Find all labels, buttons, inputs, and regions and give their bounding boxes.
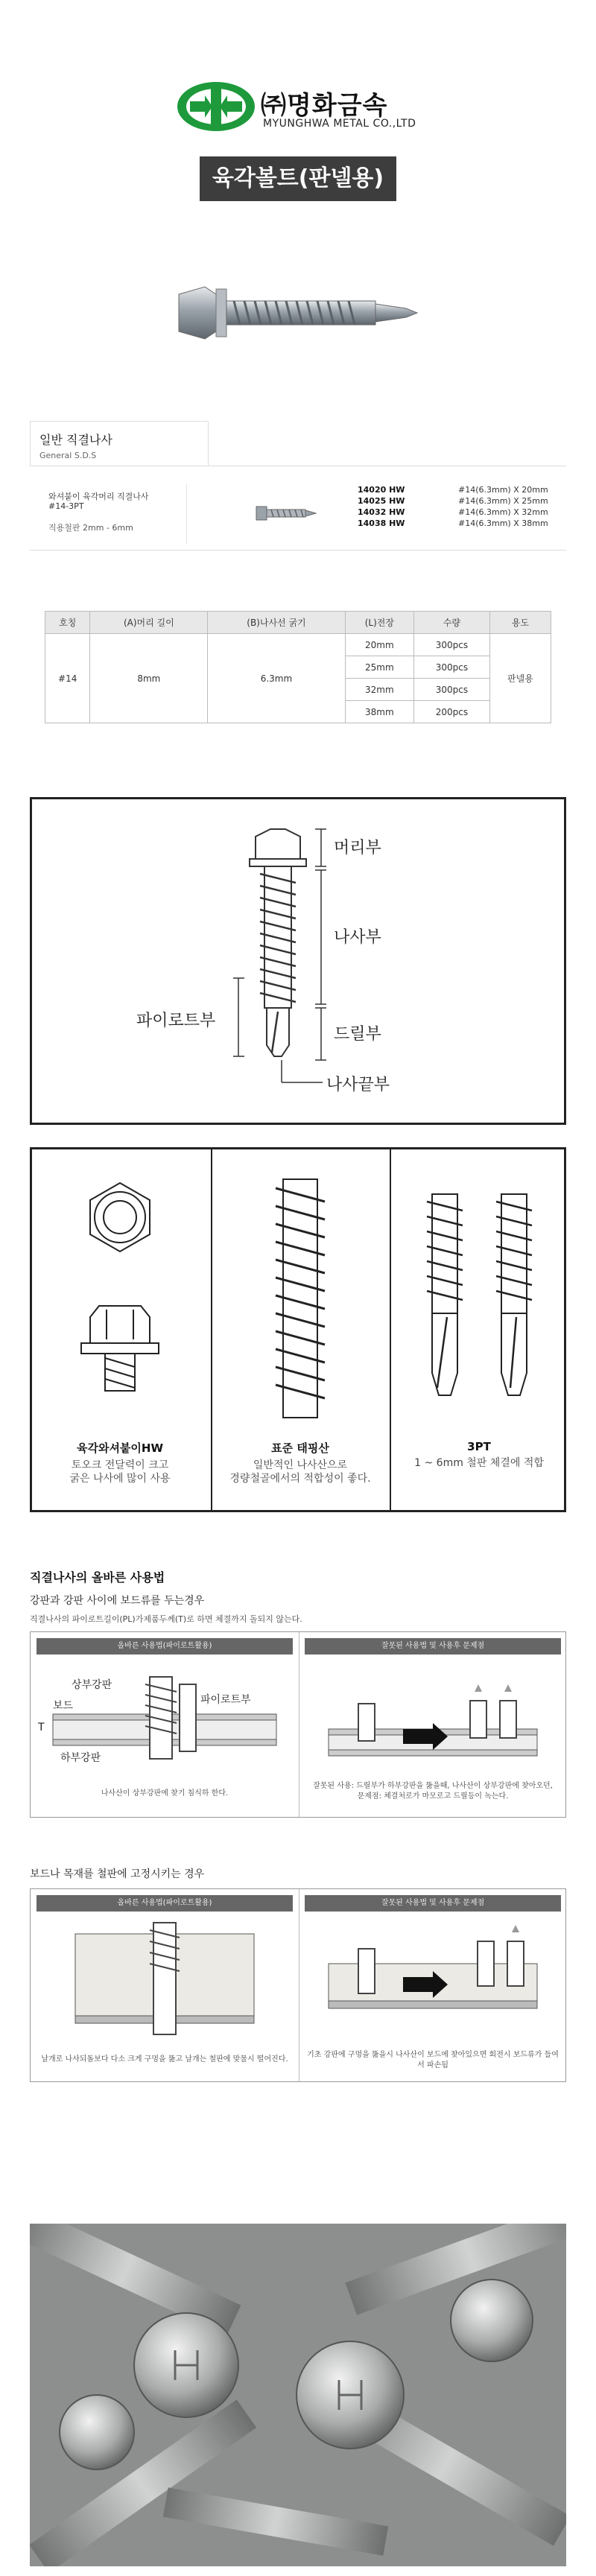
usage-note: 직결나사의 파이로트길이(PL)가제품두께(T)로 하면 체결까지 돌되지 않는다. [30, 1614, 302, 1624]
bolt-parts-diagram [30, 797, 566, 1125]
logo-mark-icon [175, 80, 257, 133]
thread-icon [212, 1149, 388, 1433]
feature-desc: 굵은 나사에 많이 사용 [69, 1473, 171, 1485]
company-name-kr: ㈜명화금속 [261, 91, 388, 121]
spec-table [45, 611, 551, 723]
feature-title: 표준 태핑산 [271, 1441, 329, 1455]
feature-desc: 일반적인 나사산으로 [253, 1459, 348, 1471]
table-cell-nominal: #14 [45, 634, 90, 723]
table-cell-length: 38mm [345, 701, 413, 723]
wrong-usage-caption: 서 파손됨 [417, 2061, 448, 2069]
product-code: 14020 HW [358, 485, 405, 495]
table-cell-length: 20mm [345, 634, 413, 656]
table-cell-length: 32mm [345, 679, 413, 701]
table-header: (L)전장 [345, 612, 413, 634]
product-codes [358, 484, 405, 529]
company-logo [175, 80, 421, 140]
label-thread: 나사부 [334, 928, 381, 947]
label-thickness: T [38, 1722, 45, 1733]
wrong-usage-caption: 잘못된 사용: 드릴부가 하부강판을 뚫을때, 나사산이 상부강판에 찾아오던, [313, 1782, 553, 1790]
product-size: #14(6.3mm) X 38mm [458, 518, 548, 528]
label-tip: 나사끝부 [326, 1076, 390, 1094]
feature-panel-thread [211, 1149, 390, 1510]
feature-title: 3PT [467, 1440, 491, 1453]
bolts-photo [30, 2224, 566, 2566]
feature-caption [32, 1440, 208, 1485]
label-head: 머리부 [334, 839, 381, 857]
table-cell-qty: 300pcs [414, 634, 490, 656]
product-size: #14(6.3mm) X 20mm [458, 485, 548, 495]
feature-panel-hw [32, 1149, 211, 1510]
usage-title: 직결나사의 올바른 사용법 [30, 1570, 165, 1584]
label-pilot: 파이로트부 [136, 1012, 216, 1030]
usage-diagram-2 [30, 1888, 566, 2082]
feature-desc: 1 ~ 6mm 철판 체결에 적합 [414, 1457, 544, 1469]
spec-tab-title: 일반 직결나사 [39, 433, 112, 447]
spec-body [30, 484, 566, 551]
table-cell-qty: 300pcs [414, 656, 490, 679]
feature-panels [30, 1147, 566, 1512]
wrong-usage-caption: 기초 강판에 구멍을 뚫을시 나사산이 보드에 찾아있으면 회전시 보드류가 들여 [307, 2051, 559, 2059]
spec-thickness: 직용철판 2mm - 6mm [48, 523, 133, 533]
wrong-usage-header: 잘못된 사용법 및 사용후 문제점 [305, 1895, 561, 1912]
spec-description: 와셔붙이 육각머리 직결나사 [48, 492, 149, 501]
hex-head-icon [32, 1149, 208, 1433]
drill-tip-icon [391, 1149, 567, 1433]
company-name-en: MYUNGHWA METAL CO.,LTD [263, 118, 416, 130]
bolts-pile-image [30, 2224, 566, 2566]
label-pilot: 파이로트부 [200, 1694, 251, 1706]
product-size: #14(6.3mm) X 25mm [458, 496, 548, 506]
table-cell-use: 판넬용 [489, 634, 551, 723]
label-board: 보드 [53, 1700, 74, 1712]
table-header: (A)머리 길이 [90, 612, 208, 634]
correct-usage-header: 올바른 사용법(파이로트활용) [37, 1895, 293, 1912]
feature-panel-3pt [390, 1149, 568, 1510]
table-cell-length: 25mm [345, 656, 413, 679]
table-cell-qty: 200pcs [414, 701, 490, 723]
bolt-product-image [171, 268, 425, 358]
label-upper-plate: 상부강판 [72, 1679, 112, 1691]
divider [186, 484, 187, 544]
product-code: 14038 HW [358, 518, 405, 528]
table-header: 호칭 [45, 612, 90, 634]
correct-usage-header: 올바른 사용법(파이로트활용) [37, 1638, 293, 1655]
label-lower-plate: 하부강판 [60, 1752, 101, 1764]
divider [30, 550, 566, 551]
feature-desc: 경량철골에서의 적합성이 좋다. [229, 1473, 371, 1485]
product-size: #14(6.3mm) X 32mm [458, 507, 548, 517]
label-drill: 드릴부 [334, 1025, 381, 1044]
table-row [45, 634, 551, 656]
feature-caption [391, 1440, 567, 1470]
product-code: 14025 HW [358, 496, 405, 506]
usage-diagram-1 [30, 1631, 566, 1818]
spec-tab-subtitle: General S.D.S [39, 451, 97, 460]
spec-tab [30, 421, 209, 466]
bolt-drawing [32, 799, 564, 1123]
table-header: 수량 [414, 612, 490, 634]
feature-caption [212, 1440, 388, 1485]
wrong-usage-header: 잘못된 사용법 및 사용후 문제점 [305, 1638, 561, 1655]
product-code: 14032 HW [358, 507, 405, 517]
small-bolt-image [253, 504, 320, 523]
table-cell-thread: 6.3mm [208, 634, 345, 723]
spec-model: #14-3PT [48, 501, 84, 511]
correct-usage-caption: 날개로 나사되돌보다 다소 크게 구멍을 뚫고 날개는 철판에 맞물시 떨어진다. [41, 2055, 288, 2063]
usage-subtitle-2: 보드나 목재를 철판에 고정시키는 경우 [30, 1868, 205, 1880]
table-header: (B)나사선 굵기 [208, 612, 345, 634]
feature-title: 육각와셔붙이HW [76, 1441, 164, 1455]
correct-usage-caption: 나사산이 상부강판에 찾기 침식하 한다. [101, 1789, 229, 1798]
wrong-usage-caption: 문제점: 체결처로가 마모로고 드릴등이 녹는다. [357, 1792, 509, 1801]
usage-subtitle: 강판과 강판 사이에 보드류를 두는경우 [30, 1595, 205, 1607]
table-cell-qty: 300pcs [414, 679, 490, 701]
table-header: 용도 [489, 612, 551, 634]
table-header-row [45, 612, 551, 634]
product-title: 육각볼트(판넬용) [200, 156, 396, 201]
table-cell-head-length: 8mm [90, 634, 208, 723]
feature-desc: 토오크 전달력이 크고 [71, 1459, 169, 1471]
product-sizes [458, 484, 548, 529]
